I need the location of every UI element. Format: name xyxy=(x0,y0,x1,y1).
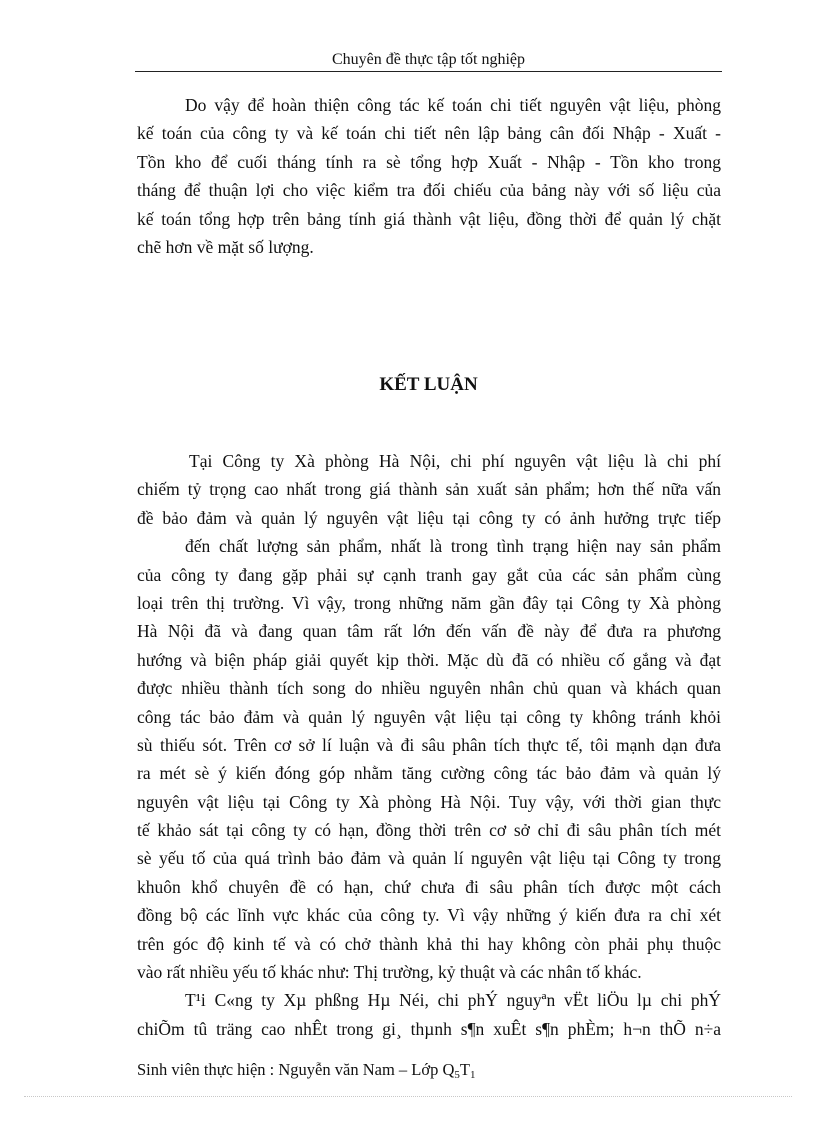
paragraph-conclusion xyxy=(137,447,721,1043)
page-bottom-border xyxy=(24,1096,792,1097)
text-line: tế khảo sát tại công ty có hạn, đồng thời trên cơ sở chỉ đi sâu phân tích mét xyxy=(137,820,721,841)
paragraph-intro xyxy=(137,91,721,261)
text-line: trên góc độ kinh tế và có chở thành khả thi hay không còn phải phụ thuộc xyxy=(137,933,721,954)
text-line: chiếm tỷ trọng cao nhất trong giá thành sản xuất sản phẩm; hơn thế nữa vấn xyxy=(137,479,721,500)
text-line: ra mét sè ý kiến đóng góp nhằm tăng cường công tác bảo đảm và quản lý xyxy=(137,763,721,784)
text-line: Hà Nội đã và đang quan tâm rất lớn đến vấn đề này để đưa ra phương xyxy=(137,621,721,642)
text-line: được nhiều thành tích song do nhiều nguyên nhân chủ quan và khách quan xyxy=(137,678,721,699)
text-line: kế toán tổng hợp trên bảng tính giá thành vật liệu, đồng thời để quản lý chặt xyxy=(137,208,721,229)
text-line: Tồn kho để cuối tháng tính ra sè tổng hợp Xuất - Nhập - Tồn kho trong xyxy=(137,151,721,172)
text-line: sè yếu tố của quá trình bảo đảm và quản lí nguyên vật liệu tại Công ty trong xyxy=(137,848,721,869)
text-line: đến chất lượng sản phẩm, nhất là trong tình trạng hiện nay sản phẩm xyxy=(185,536,721,557)
footer-text-class: T xyxy=(459,1060,470,1079)
text-line: đề bảo đảm và quản lý nguyên vật liệu tại công ty có ảnh hưởng trực tiếp xyxy=(137,507,721,528)
page-footer xyxy=(137,1058,475,1087)
footer-subscript: 5 xyxy=(454,1069,460,1081)
section-heading: KẾT LUẬN xyxy=(379,374,478,395)
text-line: loại trên thị trường. Vì vậy, trong những năm gần đây tại Công ty Xà phòng xyxy=(137,592,721,613)
text-line: tháng để thuận lợi cho việc kiểm tra đối chiếu của bảng này với số liệu của xyxy=(137,180,721,201)
text-line: công tác bảo đảm và quản lý nguyên vật liệu tại công ty không tránh khỏi xyxy=(137,706,721,727)
garbled-text-line: chiÕm tû träng cao nhÊt trong gi¸ thµnh s¶n xuÊt s¶n phÈm; h¬n thÕ n÷a xyxy=(137,1018,721,1039)
header-rule xyxy=(135,71,722,72)
text-line: của công ty đang gặp phải sự cạnh tranh gay gắt của các sản phẩm cùng xyxy=(137,564,721,585)
text-line: Do vậy để hoàn thiện công tác kế toán chi tiết nguyên vật liệu, phòng xyxy=(185,95,721,115)
text-line: vào rất nhiều yếu tố khác như: Thị trường, kỷ thuật và các nhân tố khác. xyxy=(137,962,642,983)
text-line: đồng bộ các lĩnh vực khác của công ty. Vì vậy những ý kiến đưa ra chỉ xét xyxy=(137,905,721,926)
text-line: Tại Công ty Xà phòng Hà Nội, chi phí nguyên vật liệu là chi phí xyxy=(189,451,721,471)
running-header: Chuyên đề thực tập tốt nghiệp xyxy=(331,51,526,68)
text-line: sù thiếu sót. Trên cơ sở lí luận và đi sâu phân tích thực tế, tôi mạnh dạn đưa xyxy=(137,734,721,755)
text-line: hướng và biện pháp giải quyết kịp thời. Mặc dù đã có nhiều cố gắng và đạt xyxy=(137,649,721,670)
footer-text: Sinh viên thực hiện : Nguyễn văn Nam – Lớp Q xyxy=(137,1060,455,1079)
text-line: chẽ hơn về mặt số lượng. xyxy=(137,236,314,257)
garbled-text-line: T¹i C«ng ty Xµ phßng Hµ Néi, chi phÝ nguyªn vËt liÖu lµ chi phÝ xyxy=(185,990,721,1011)
text-line: nguyên vật liệu tại Công ty Xà phòng Hà Nội. Tuy vậy, với thời gian thực xyxy=(137,791,721,812)
text-line: kế toán của công ty và kế toán chi tiết nên lập bảng cân đối Nhập - Xuất - xyxy=(137,123,721,144)
footer-subscript: 1 xyxy=(469,1069,476,1081)
text-line: khuôn khổ chuyên đề có hạn, chứ chưa đi sâu phân tích được một cách xyxy=(137,876,721,897)
